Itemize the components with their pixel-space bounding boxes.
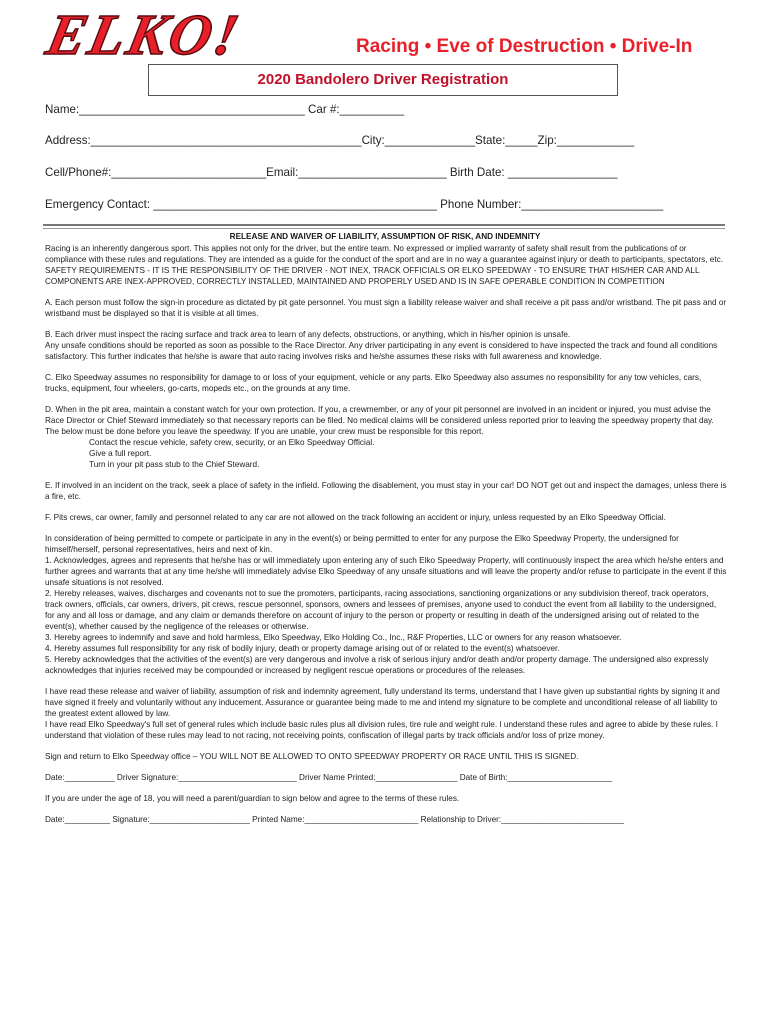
logo-tagline: Racing • Eve of Destruction • Drive-In bbox=[356, 36, 693, 57]
divider bbox=[43, 224, 725, 226]
guardian-signature-line[interactable]: Date:__________ Signature:______________________ Printed Name:_________________________ Relationship to Driver:___________________________ bbox=[45, 815, 625, 824]
minor-notice: If you are under the age of 18, you will need a parent/guardian to sign below and agree to the terms of these rules. bbox=[45, 794, 460, 803]
contact-field-line[interactable]: Cell/Phone#:________________________Email:_______________________ Birth Date: _________________ bbox=[45, 166, 618, 179]
numbered-item: 4. Hereby assumes full responsibility for any risk of bodily injury, death or property damage arising out of or related to the event(s) whatsoever. bbox=[45, 644, 560, 653]
release-body bbox=[45, 243, 727, 835]
divider-thin bbox=[43, 228, 725, 229]
name-car-field-line[interactable]: Name:___________________________________ Car #:__________ bbox=[45, 103, 405, 116]
rule-b-paragraph: B. Each driver must inspect the racing surface and track area to learn of any defects, obstructions, or anything, which in his/her opinion is unsafe. bbox=[45, 330, 571, 339]
rule-c-paragraph: C. Elko Speedway assumes no responsibility for damage to or loss of your equipment, vehicle or any parts. Elko Speedway also assumes no responsibility for any tow vehicles, cars, trucks, equipment, four wheelers, go-carts, mopeds etc., on the grounds at any time. bbox=[45, 373, 702, 393]
page-title: 2020 Bandolero Driver Registration bbox=[148, 64, 618, 96]
driver-signature-line[interactable]: Date:___________ Driver Signature:__________________________ Driver Name Printed:__________________ Date of Birth:_______________________ bbox=[45, 773, 613, 782]
numbered-item: 1. Acknowledges, agrees and represents that he/she has or will immediately upon entering any of such Elko Speedway Property, will continuously inspect the area which he/she enters and further agrees and warrants that at any time he/she will immediately advise Elko Speedway of any unsafe situations and will leave the property and/or refuse to participate in the event if this unsafe situations is not resolved. bbox=[45, 556, 727, 587]
acknowledgement-paragraph: I have read these release and waiver of liability, assumption of risk and indemnity agreement, fully understand its terms, understand that I have given up substantial rights by signing it and have signed it freely and voluntarily without any inducement. Assurance or guarantee being made to me and intend my signature to be complete and unconditional release of all liability to the greatest extent allowed by law. bbox=[45, 687, 720, 718]
rule-d-item: Give a full report. bbox=[89, 449, 152, 458]
emergency-field-line[interactable]: Emergency Contact: ____________________________________________ Phone Number:______________________ bbox=[45, 198, 664, 211]
numbered-item: 5. Hereby acknowledges that the activities of the event(s) are very dangerous and involve a risk of serious injury and/or death and/or property damage. The undersigned also expressly acknowledges that injuries received may be compounded or increased by negligent rescue operations or procedures of the releases. bbox=[45, 655, 709, 675]
rule-b-continued: Any unsafe conditions should be reported as soon as possible to the Race Director. Any driver participating in any event is considered to have inspected the track and found all conditions satisfactory. This further indicates that he/she is aware that auto racing involves risks and he/she assumes these risks with full awareness and knowledge. bbox=[45, 341, 718, 361]
safety-paragraph: SAFETY REQUIREMENTS - IT IS THE RESPONSIBILITY OF THE DRIVER - NOT INEX, TRACK OFFICIALS OR ELKO SPEEDWAY - TO ENSURE THAT HIS/HER CAR AND ALL COMPONENTS ARE INEX-APPROVED, CORRECTLY INSTALLED, MAINTAINED AND PROPERLY USED AND IS IN SAFE OPERABLE CONDITION IN COMPETITION bbox=[45, 266, 700, 286]
rule-a-paragraph: A. Each person must follow the sign-in procedure as dictated by pit gate personnel. You must sign a liability release waiver and shall receive a pit pass and/or wristband. The pit pass and or wristband must be displayed so that it is visible at all times. bbox=[45, 298, 727, 318]
address-field-line[interactable]: Address:__________________________________________City:______________State:_____Zip:____________ bbox=[45, 134, 635, 147]
numbered-item: 2. Hereby releases, waives, discharges and covenants not to sue the promoters, participants, racing associations, sanctioning organizations or any subdivision thereof, track operators, track owners, officials, car owners, drivers, pit crews, rescue personnel, sponsors, owners and lessees of premises, anyone used to conduct the event from all liability to the undersigned, for any and all loss or damage, and any claim or demands therefore on account of injury to the person or property or resulting in death of the undersigned arising out of related to the event(s), whether caused by the negligence of the releases or otherwise. bbox=[45, 589, 717, 631]
consideration-paragraph: In consideration of being permitted to compete or participate in any in the event(s) or being permitted to enter for any purpose the Elko Speedway Property, the undersigned for himself/herself, personal representatives, heirs and next of kin. bbox=[45, 534, 679, 554]
logo-wordmark: ELKO! bbox=[41, 2, 248, 67]
intro-paragraph: Racing is an inherently dangerous sport. This applies not only for the driver, but the entire team. No expressed or implied warranty of safety shall result from the publications of or compliance with these rules and regulations. They are intended as a guide for the conduct of the sport and are in no way a guarantee against injury or death to participants, spectators, etc. bbox=[45, 244, 724, 264]
elko-logo bbox=[41, 2, 738, 67]
rules-acknowledgement-paragraph: I have read Elko Speedway's full set of general rules which include basic rules plus all division rules, tire rule and weight rule. I understand these rules and agree to abide by these rules. I understand that violation of these rules may lead to not racing, not receiving points, confiscation of illegal parts by track officials and/or loss of prize money. bbox=[45, 720, 718, 740]
release-heading: RELEASE AND WAIVER OF LIABILITY, ASSUMPTION OF RISK, AND INDEMNITY bbox=[229, 232, 541, 241]
numbered-item: 3. Hereby agrees to indemnify and save and hold harmless, Elko Speedway, Elko Holding Co., Inc., R&F Properties, LLC or owners for any reason whatsoever. bbox=[45, 633, 622, 642]
rule-d-item: Contact the rescue vehicle, safety crew, security, or an Elko Speedway Official. bbox=[89, 438, 375, 447]
rule-e-paragraph: E. If involved in an incident on the track, seek a place of safety in the infield. Following the disablement, you must stay in your car! DO NOT get out and inspect the damages, unless there is a fire, etc. bbox=[45, 481, 727, 501]
sign-return-notice: Sign and return to Elko Speedway office – YOU WILL NOT BE ALLOWED TO ONTO SPEEDWAY PROPERTY OR RACE UNTIL THIS IS SIGNED. bbox=[45, 752, 579, 761]
rule-d-paragraph: D. When in the pit area, maintain a constant watch for your own protection. If you, a crewmember, or any of your pit personnel are involved in an incident or injured, you must advise the Race Director or Chief Steward immediately so that necessary reports can be filed. No medical claims will be considered unless reported prior to leaving the speedway property that day. The below must be done before you leave the speedway. If you are unable, your crew must be responsible for this report. bbox=[45, 405, 714, 436]
rule-d-item: Turn in your pit pass stub to the Chief Steward. bbox=[89, 460, 260, 469]
rule-f-paragraph: F. Pits crews, car owner, family and personnel related to any car are not allowed on the track following an accident or injury, unless requested by an Elko Speedway Official. bbox=[45, 513, 666, 522]
